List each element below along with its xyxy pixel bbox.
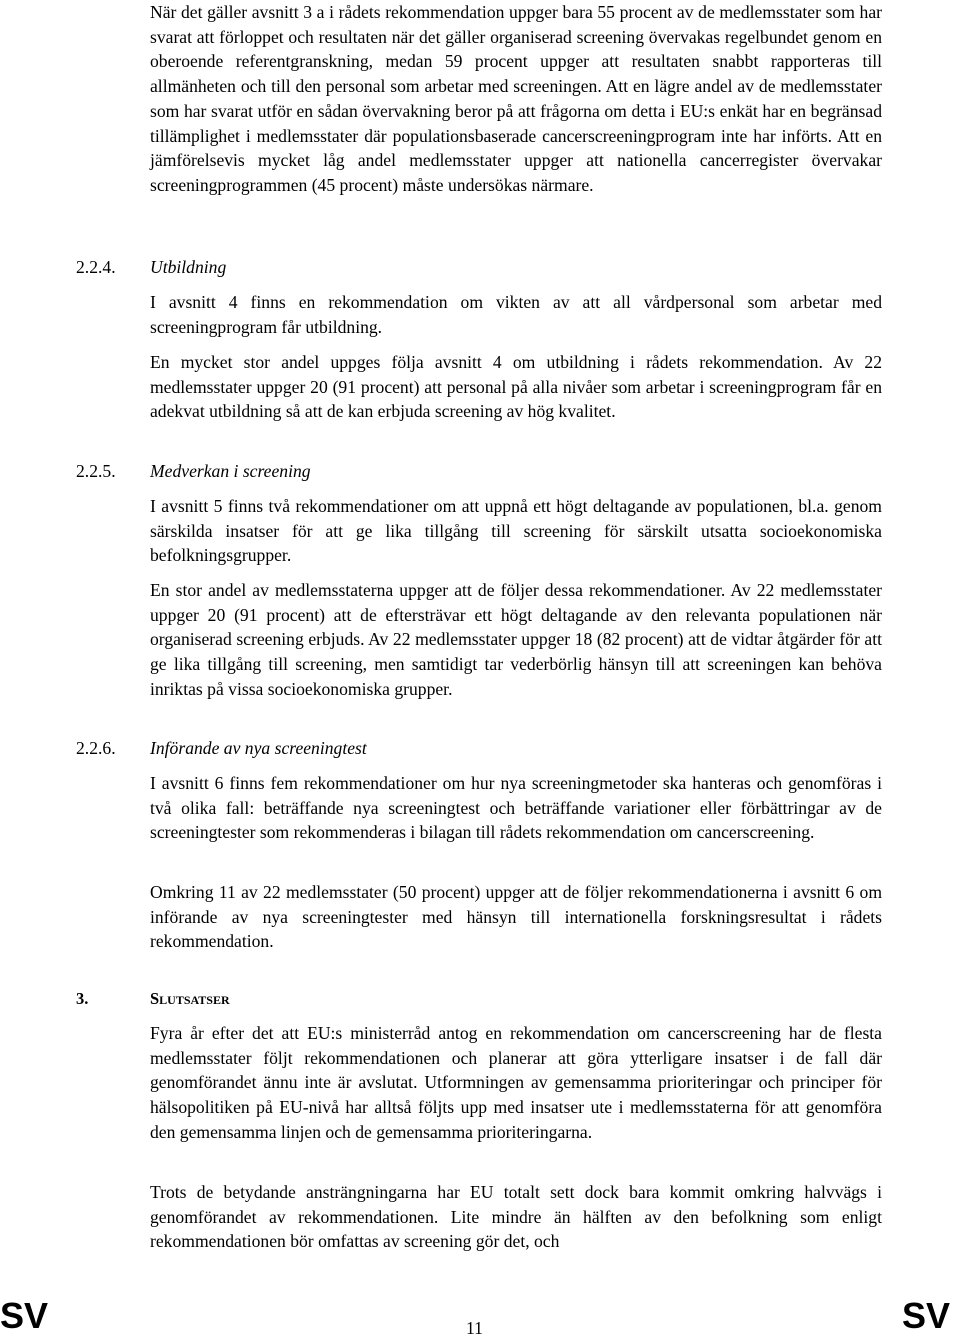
body-paragraph: Trots de betydande ansträngningarna har EU totalt sett dock bara kommit omkring halvvägs i genomförandet av rekommendationen. Lite mindre än hälften av den befolkning som enligt rekommendationen bör omfattas av screening gör det, och [150,1182,882,1252]
section-number: 2.2.5. [76,461,116,481]
body-paragraph: Fyra år efter det att EU:s ministerråd antog en rekommendation om cancerscreening har de flesta medlemsstater följt rekommendationen och planerar att göra ytterligare insatser i de fall där genomförandet ännu inte är avslutat. Utformningen av gemensamma prioriteringar och principer för hälsopolitiken på EU-nivå har alltså följts upp med insatser ute i medlemsstaterna för att genomföra den gemensamma linjen och de gemensamma prioriteringarna. [150,1023,882,1142]
body-paragraph: Omkring 11 av 22 medlemsstater (50 procent) uppger att de följer rekommendationerna i avsnitt 6 om införande av nya screeningtester med hänsyn till internationella forskningsresultat i rådets rekommendation. [150,882,882,952]
section-title: Utbildning [150,257,227,277]
body-paragraph: När det gäller avsnitt 3 a i rådets rekommendation uppger bara 55 procent av de medlemsstater som har svarat att förloppet och resultaten när det gäller organiserad screening övervakas regelbundet genom en oberoende referentgranskning, medan 59 procent uppger att resultaten snabbt rapporteras till allmänheten och till den personal som arbetar med screeningen. Att en lägre andel av de medlemsstater som har svarat utför en sådan övervakning beror på att frågorna om detta i EU:s enkät har en begränsad tillämplighet i medlemsstater där populationsbaserade cancerscreeningprogram inte har införts. Att en jämförelsevis mycket låg andel medlemsstater uppger att nationella cancerregister övervakar screeningprogrammen (45 procent) måste undersökas närmare. [150,2,882,195]
body-paragraph: I avsnitt 5 finns två rekommendationer om att uppnå ett högt deltagande av populationen, bl.a. genom särskilda insatser för att ge lika tillgång till screening för särskilt utsatta socioekonomiska befolkningsgrupper. [150,496,882,566]
chapter-number: 3. [76,989,89,1008]
body-paragraph: I avsnitt 4 finns en rekommendation om vikten av att all vårdpersonal som arbetar med screeningprogram får utbildning. [150,292,882,337]
chapter-title: Slutsatser [150,989,230,1008]
section-number: 2.2.6. [76,738,116,758]
body-paragraph: En stor andel av medlemsstaterna uppger att de följer dessa rekommendationer. Av 22 medlemsstater uppger 20 (91 procent) att de eftersträvar ett högt deltagande av den relevanta populationen när organiserad screening erbjuds. Av 22 medlemsstater uppger 18 (82 procent) att de vidtar åtgärder för att ge lika tillgång till screening, men samtidigt tar vederbörlig hänsyn till att screeningen kan behöva inriktas på vissa socioekonomiska grupper. [150,580,882,699]
footer-language-code-left: SV [0,1295,49,1336]
section-title: Medverkan i screening [150,461,311,481]
body-paragraph: En mycket stor andel uppges följa avsnitt 4 om utbildning i rådets rekommendation. Av 22 medlemsstater uppger 20 (91 procent) att personal på alla nivåer som arbetar i screeningprogram får en adekvat utbildning så att de kan erbjuda screening av hög kvalitet. [150,352,882,422]
section-number: 2.2.4. [76,257,116,277]
footer-language-code-right: SV [902,1295,951,1336]
page-number: 11 [466,1318,483,1338]
body-paragraph: I avsnitt 6 finns fem rekommendationer om hur nya screeningmetoder ska hanteras och genomföras i två olika fall: beträffande nya screeningtest och beträffande variationer eller förbättringar av de screeningtester som rekommenderas i bilagan till rådets rekommendation om cancerscreening. [150,773,882,843]
section-title: Införande av nya screeningtest [150,738,367,758]
